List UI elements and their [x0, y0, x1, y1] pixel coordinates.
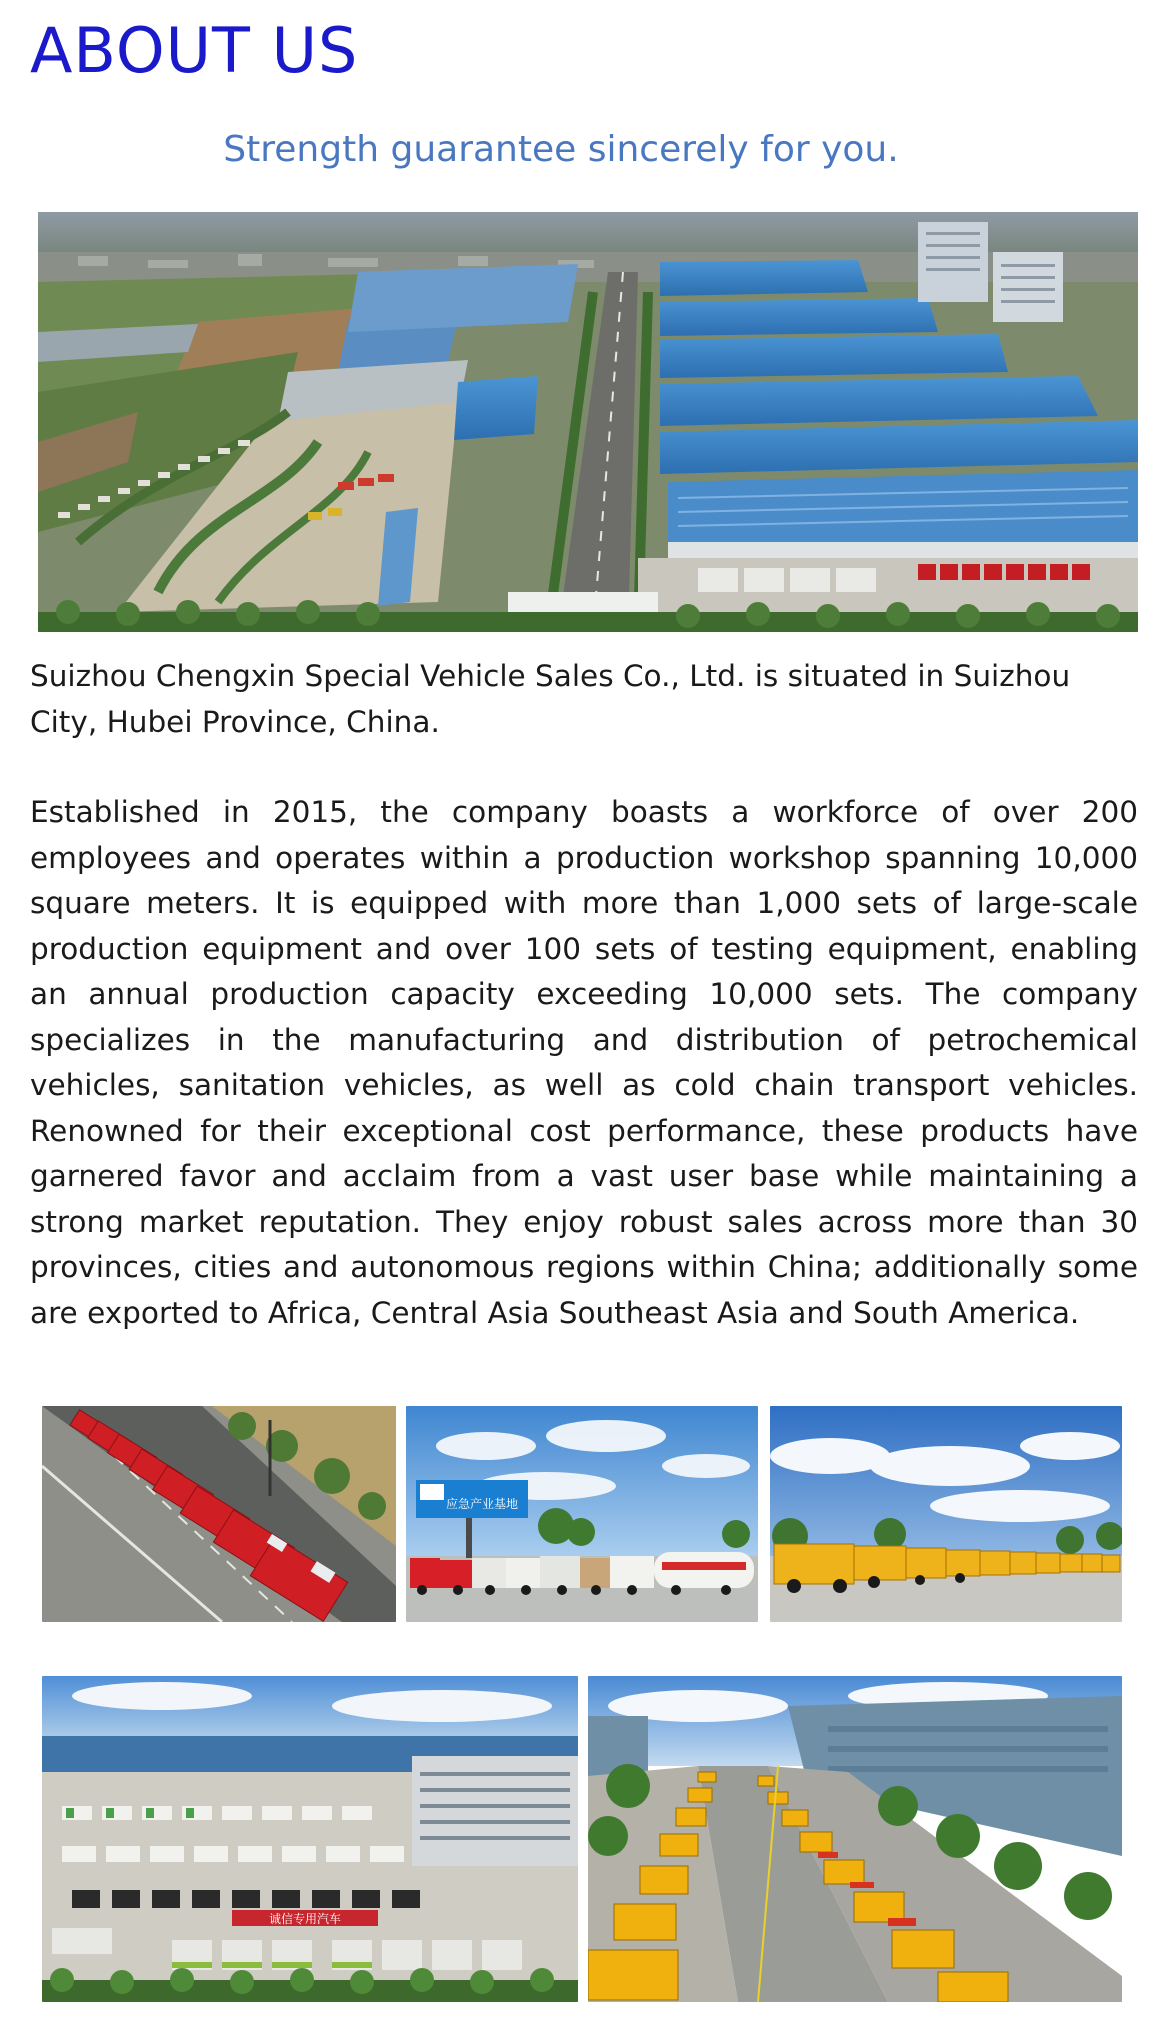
vehicle-lineup-photo	[406, 1406, 758, 1622]
yellow-trucks-photo	[770, 1406, 1122, 1622]
company-intro: Suizhou Chengxin Special Vehicle Sales Co., Ltd. is situated in Suizhou City, Hubei Province, China.	[30, 659, 1071, 739]
factory-aerial-photo	[38, 212, 1138, 632]
crane-trucks-photo	[588, 1676, 1122, 2002]
banner-text: 诚信专用汽车	[268, 1912, 342, 1926]
page-title: ABOUT US	[30, 14, 359, 87]
company-description: Established in 2015, the company boasts a workforce of over 200 employees and operates within a production workshop spanning 10,000 square meters. It is equipped with more than 1,000 sets of large-scale production equipment and over 100 sets of testing equipment, enabling an annual production capacity exceeding 10,000 sets. The company specializes in the manufacturing and distribution of petrochemical vehicles, sanitation vehicles, as well as cold chain transport vehicles. Renowned for their exceptional cost performance, these products have garnered favor and acclaim from a vast user base while maintaining a strong market reputation. They enjoy robust sales across more than 30 provinces, cities and autonomous regions within China; additionally some are exported to Africa, Central Asia Southeast Asia and South America.	[30, 795, 1138, 1330]
billboard-text: 应急产业基地	[445, 1497, 519, 1511]
parking-lot-photo	[42, 1676, 578, 2002]
tagline: Strength guarantee sincerely for you.	[223, 129, 899, 170]
fire-trucks-photo	[42, 1406, 396, 1622]
